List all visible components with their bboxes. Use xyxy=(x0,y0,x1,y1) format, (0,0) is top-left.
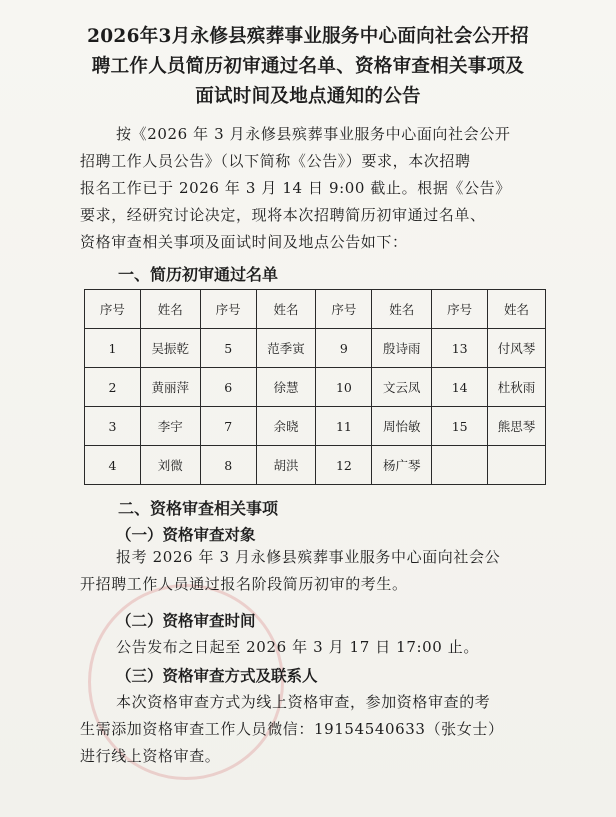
cell: 殷诗雨 xyxy=(372,329,432,368)
cell: 7 xyxy=(200,407,256,446)
header-cell: 序号 xyxy=(432,290,488,329)
cell: 杨广琴 xyxy=(372,446,432,485)
intro-paragraph xyxy=(80,121,580,256)
cell: 15 xyxy=(432,407,488,446)
cell: 周怡敏 xyxy=(372,407,432,446)
table-row xyxy=(85,329,546,368)
text-line: 生需添加资格审查工作人员微信：19154540633（张女士） xyxy=(80,720,504,738)
subsection2-heading: （二）资格审查时间 xyxy=(116,611,256,630)
cell: 胡洪 xyxy=(256,446,316,485)
text-line: 开招聘工作人员通过报名阶段简历初审的考生。 xyxy=(80,575,408,593)
cell: 10 xyxy=(316,368,372,407)
title-line: 聘工作人员简历初审通过名单、资格审查相关事项及 xyxy=(91,56,525,77)
text-line: 报考 2026 年 3 月永修县殡葬事业服务中心面向社会公 xyxy=(116,548,501,566)
header-cell: 序号 xyxy=(200,290,256,329)
subsection1-heading: （一）资格审查对象 xyxy=(116,525,256,544)
cell: 吴振乾 xyxy=(140,329,200,368)
subsection1-text xyxy=(80,544,580,598)
intro-line: 要求，经研究讨论决定，现将本次招聘简历初审通过名单、 xyxy=(80,206,486,224)
cell: 熊思琴 xyxy=(488,407,546,446)
cell: 13 xyxy=(432,329,488,368)
cell: 杜秋雨 xyxy=(488,368,546,407)
header-cell: 姓名 xyxy=(140,290,200,329)
cell: 2 xyxy=(85,368,141,407)
cell: 14 xyxy=(432,368,488,407)
roster-table xyxy=(84,289,546,485)
cell: 8 xyxy=(200,446,256,485)
cell: 刘微 xyxy=(140,446,200,485)
cell: 6 xyxy=(200,368,256,407)
section2-heading: 二、资格审查相关事项 xyxy=(118,499,279,518)
text-line: 本次资格审查方式为线上资格审查，参加资格审查的考 xyxy=(116,693,491,711)
cell: 5 xyxy=(200,329,256,368)
cell: 1 xyxy=(85,329,141,368)
intro-line: 招聘工作人员公告》（以下简称《公告》）要求，本次招聘 xyxy=(80,152,471,170)
header-cell: 姓名 xyxy=(488,290,546,329)
subsection2-text xyxy=(80,634,580,661)
cell: 徐慧 xyxy=(256,368,316,407)
text-line: 进行线上资格审查。 xyxy=(80,747,221,765)
cell: 11 xyxy=(316,407,372,446)
cell: 4 xyxy=(85,446,141,485)
table-header-row xyxy=(85,290,546,329)
table-row xyxy=(85,407,546,446)
table-row xyxy=(85,368,546,407)
header-cell: 姓名 xyxy=(372,290,432,329)
cell: 范季寅 xyxy=(256,329,316,368)
intro-line: 资格审查相关事项及面试时间及地点公告如下： xyxy=(80,233,408,251)
header-cell: 姓名 xyxy=(256,290,316,329)
text-line: 公告发布之日起至 2026 年 3 月 17 日 17:00 止。 xyxy=(116,638,479,656)
header-cell: 序号 xyxy=(316,290,372,329)
cell: 余晓 xyxy=(256,407,316,446)
cell: 付风琴 xyxy=(488,329,546,368)
header-cell: 序号 xyxy=(85,290,141,329)
cell: 文云凤 xyxy=(372,368,432,407)
section1-heading: 一、简历初审通过名单 xyxy=(118,265,279,284)
title-line: 2026年3月永修县殡葬事业服务中心面向社会公开招 xyxy=(87,26,529,47)
document-title xyxy=(40,22,576,112)
title-line: 面试时间及地点通知的公告 xyxy=(195,86,421,107)
table-row xyxy=(85,446,546,485)
cell xyxy=(432,446,488,485)
cell: 黄丽萍 xyxy=(140,368,200,407)
cell: 李宇 xyxy=(140,407,200,446)
intro-line: 按《2026 年 3 月永修县殡葬事业服务中心面向社会公开 xyxy=(116,125,511,143)
cell xyxy=(488,446,546,485)
intro-line: 报名工作已于 2026 年 3 月 14 日 9:00 截止。根据《公告》 xyxy=(80,179,511,197)
cell: 9 xyxy=(316,329,372,368)
cell: 3 xyxy=(85,407,141,446)
subsection3-heading: （三）资格审查方式及联系人 xyxy=(116,666,318,685)
subsection3-text xyxy=(80,689,580,770)
cell: 12 xyxy=(316,446,372,485)
